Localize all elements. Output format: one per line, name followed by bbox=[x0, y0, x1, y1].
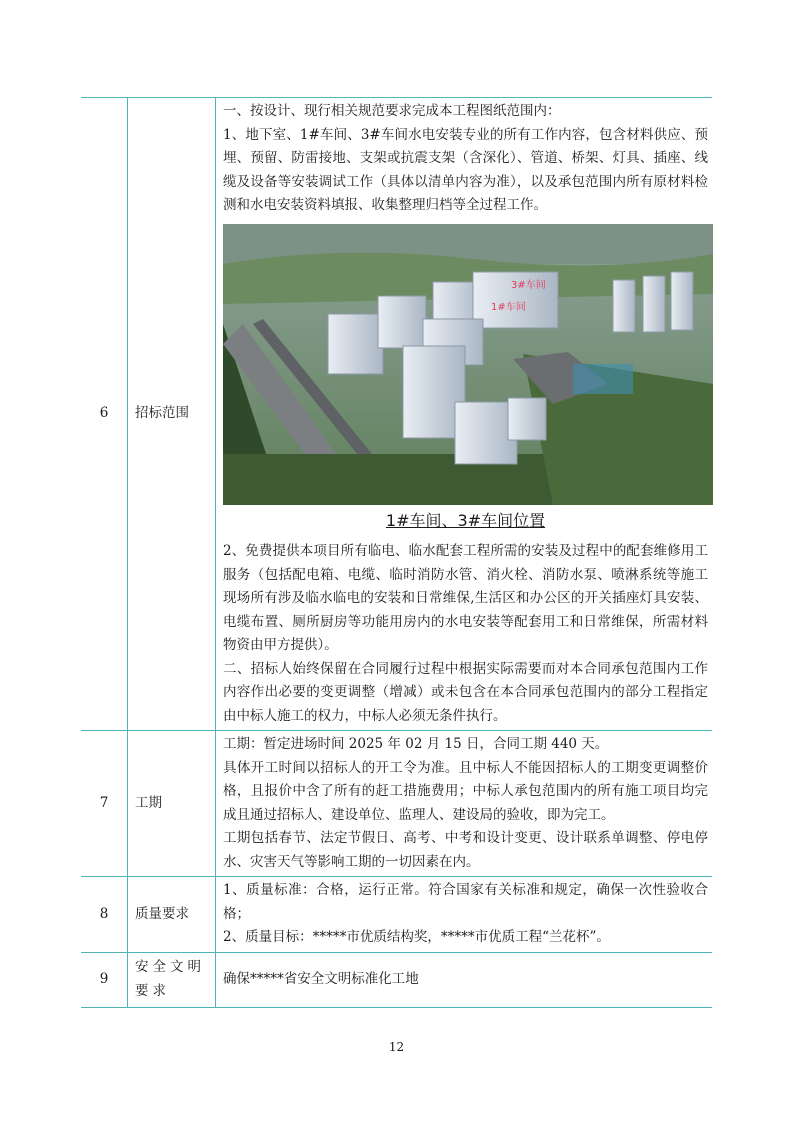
row-content bbox=[216, 98, 713, 731]
schedule-paragraph: 具体开工时间以招标人的开工令为准。且中标人不能因招标人的工期变更调整价格，且报价中含了所有的赶工措施费用；中标人承包范围内的所有施工项目均完成且通过招标人、建设单位、监理人、建设局的验收，即为完工。 bbox=[223, 759, 708, 823]
row-number: 7 bbox=[81, 731, 128, 877]
row-item-label: 招标范围 bbox=[128, 98, 216, 731]
building-label-1: 1#车间 bbox=[491, 301, 526, 313]
page-number: 12 bbox=[388, 1040, 405, 1054]
schedule-paragraph: 工期包括春节、法定节假日、高考、中考和设计变更、设计联系单调整、停电停水、灾害天气等影响工期的一切因素在内。 bbox=[223, 830, 708, 870]
safety-paragraph: 确保*****省安全文明标准化工地 bbox=[223, 970, 419, 987]
scope-paragraph: 1、地下室、1#车间、3#车间水电安装专业的所有工作内容，包含材料供应、预埋、预留、防雷接地、支架或抗震支架（含深化）、管道、桥架、灯具、插座、线缆及设备等安装调试工作（具体以清单内容为准），以及承包范围内所有原材料检测和水电安装资料填报、收集整理归档等全过程工作。 bbox=[223, 126, 708, 213]
row-number: 8 bbox=[81, 877, 128, 953]
row-item-label: 质量要求 bbox=[128, 877, 216, 953]
row-content bbox=[216, 877, 713, 953]
scope-paragraph: 二、招标人始终保留在合同履行过程中根据实际需要而对本合同承包范围内工作内容作出必要的变更调整（增减）或未包含在本合同承包范围内的部分工程指定由中标人施工的权力，中标人必须无条件执行。 bbox=[223, 660, 708, 724]
row-number: 6 bbox=[81, 98, 128, 731]
row-content bbox=[216, 952, 713, 1007]
row-item-label: 安全文明要求 bbox=[128, 952, 216, 1007]
scope-paragraph: 一、按设计、现行相关规范要求完成本工程图纸范围内： bbox=[223, 103, 561, 119]
schedule-paragraph: 工期：暂定进场时间 2025 年 02 月 15 日，合同工期 440 天。 bbox=[223, 736, 609, 752]
row-number: 9 bbox=[81, 952, 128, 1007]
quality-paragraph: 2、质量目标：*****市优质结构奖，*****市优质工程“兰花杯”。 bbox=[223, 929, 610, 945]
tender-spec-table bbox=[81, 97, 712, 1008]
table-row bbox=[81, 98, 712, 731]
aerial-rendering bbox=[223, 224, 708, 505]
image-caption: 1#车间、3#车间位置 bbox=[385, 510, 546, 530]
building-label-3: 3#车间 bbox=[511, 279, 546, 291]
table-row bbox=[81, 952, 712, 1007]
table-row bbox=[81, 877, 712, 953]
table-row bbox=[81, 731, 712, 877]
row-item-label: 工期 bbox=[128, 731, 216, 877]
scope-paragraph: 2、免费提供本项目所有临电、临水配套工程所需的安装及过程中的配套维修用工服务（包括配电箱、电缆、临时消防水管、消火栓、消防水泵、喷淋系统等施工现场所有涉及临水临电的安装和日常维保,生活区和办公区的开关插座灯具安装、电缆布置、厕所厨房等功能用房内的水电安装等配套用工和日常维保，所需材料物资由甲方提供）。 bbox=[223, 543, 708, 653]
row-content bbox=[216, 731, 713, 877]
quality-paragraph: 1、质量标准：合格，运行正常。符合国家有关标准和规定，确保一次性验收合格； bbox=[223, 882, 708, 922]
aerial-rendering-image bbox=[223, 224, 713, 505]
